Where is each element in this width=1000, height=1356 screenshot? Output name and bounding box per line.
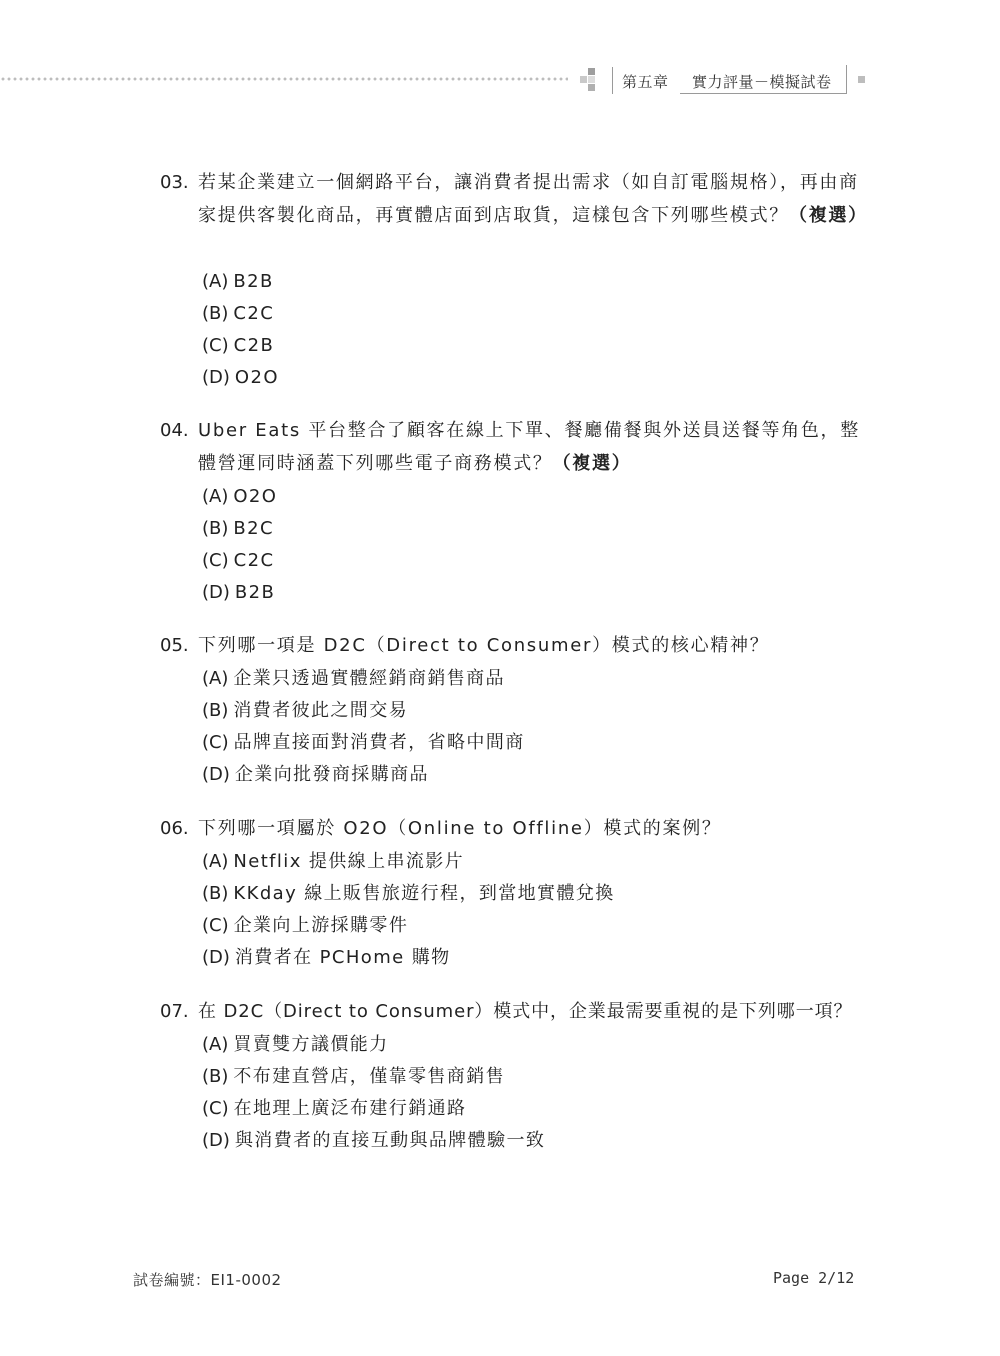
option-b: (B) 不布建直營店，僅靠零售商銷售 <box>202 1066 506 1087</box>
header-dotted-rule <box>0 77 568 81</box>
option-a: (A) 買賣雙方議價能力 <box>202 1034 389 1055</box>
question-text: Uber Eats 平台整合了顧客在線上下單、餐廳備餐與外送員送餐等角色，整體營運同時涵蓋下列哪些電子商務模式？（複選） <box>198 420 860 474</box>
option-b: (B) KKday 線上販售旅遊行程，到當地實體兌換 <box>202 883 615 904</box>
option-b: (B) B2C <box>202 518 274 539</box>
option-c: (C) 品牌直接面對消費者，省略中間商 <box>202 732 525 753</box>
option-a: (A) 企業只透過實體經銷商銷售商品 <box>202 668 505 689</box>
question-number: 06. <box>160 818 189 839</box>
question-text: 若某企業建立一個網路平台，讓消費者提出需求（如自訂電腦規格），再由商家提供客製化商品，再實體店面到店取貨，這樣包含下列哪些模式？（複選） <box>198 172 868 226</box>
section-title: 實力評量－模擬試卷 <box>692 73 832 91</box>
question-text: 下列哪一項是 D2C（Direct to Consumer）模式的核心精神？ <box>198 635 770 656</box>
question-text: 下列哪一項屬於 O2O（Online to Offline）模式的案例？ <box>198 818 722 839</box>
question-number: 07. <box>160 1001 189 1022</box>
option-a: (A) B2B <box>202 271 274 292</box>
header-divider <box>612 67 613 94</box>
option-c: (C) 企業向上游採購零件 <box>202 915 409 936</box>
option-b: (B) 消費者彼此之間交易 <box>202 700 409 721</box>
option-d: (D) 消費者在 PCHome 購物 <box>202 947 451 968</box>
option-c: (C) 在地理上廣泛布建行銷通路 <box>202 1098 467 1119</box>
header-square-mark-icon <box>580 68 604 92</box>
option-d: (D) 企業向批發商採購商品 <box>202 764 429 785</box>
multi-select-tag: （複選） <box>789 204 868 226</box>
option-d: (D) B2B <box>202 582 276 603</box>
exam-id: 試卷編號：EI1-0002 <box>133 1271 282 1289</box>
chapter-label: 第五章 <box>622 73 669 91</box>
multi-select-tag: （複選） <box>552 452 632 474</box>
question-number: 05. <box>160 635 189 656</box>
page-number: Page 2/12 <box>773 1269 855 1287</box>
option-a: (A) O2O <box>202 486 278 507</box>
option-c: (C) C2C <box>202 550 275 571</box>
question-text: 在 D2C（Direct to Consumer）模式中，企業最需要重視的是下列哪一項？ <box>198 1001 853 1022</box>
header-end-square-icon <box>858 76 865 83</box>
option-b: (B) C2C <box>202 303 275 324</box>
option-d: (D) 與消費者的直接互動與品牌體驗一致 <box>202 1130 546 1151</box>
question-number: 04. <box>160 420 189 441</box>
option-d: (D) O2O <box>202 367 279 388</box>
option-a: (A) Netflix 提供線上串流影片 <box>202 851 465 872</box>
question-number: 03. <box>160 172 189 193</box>
option-c: (C) C2B <box>202 335 275 356</box>
